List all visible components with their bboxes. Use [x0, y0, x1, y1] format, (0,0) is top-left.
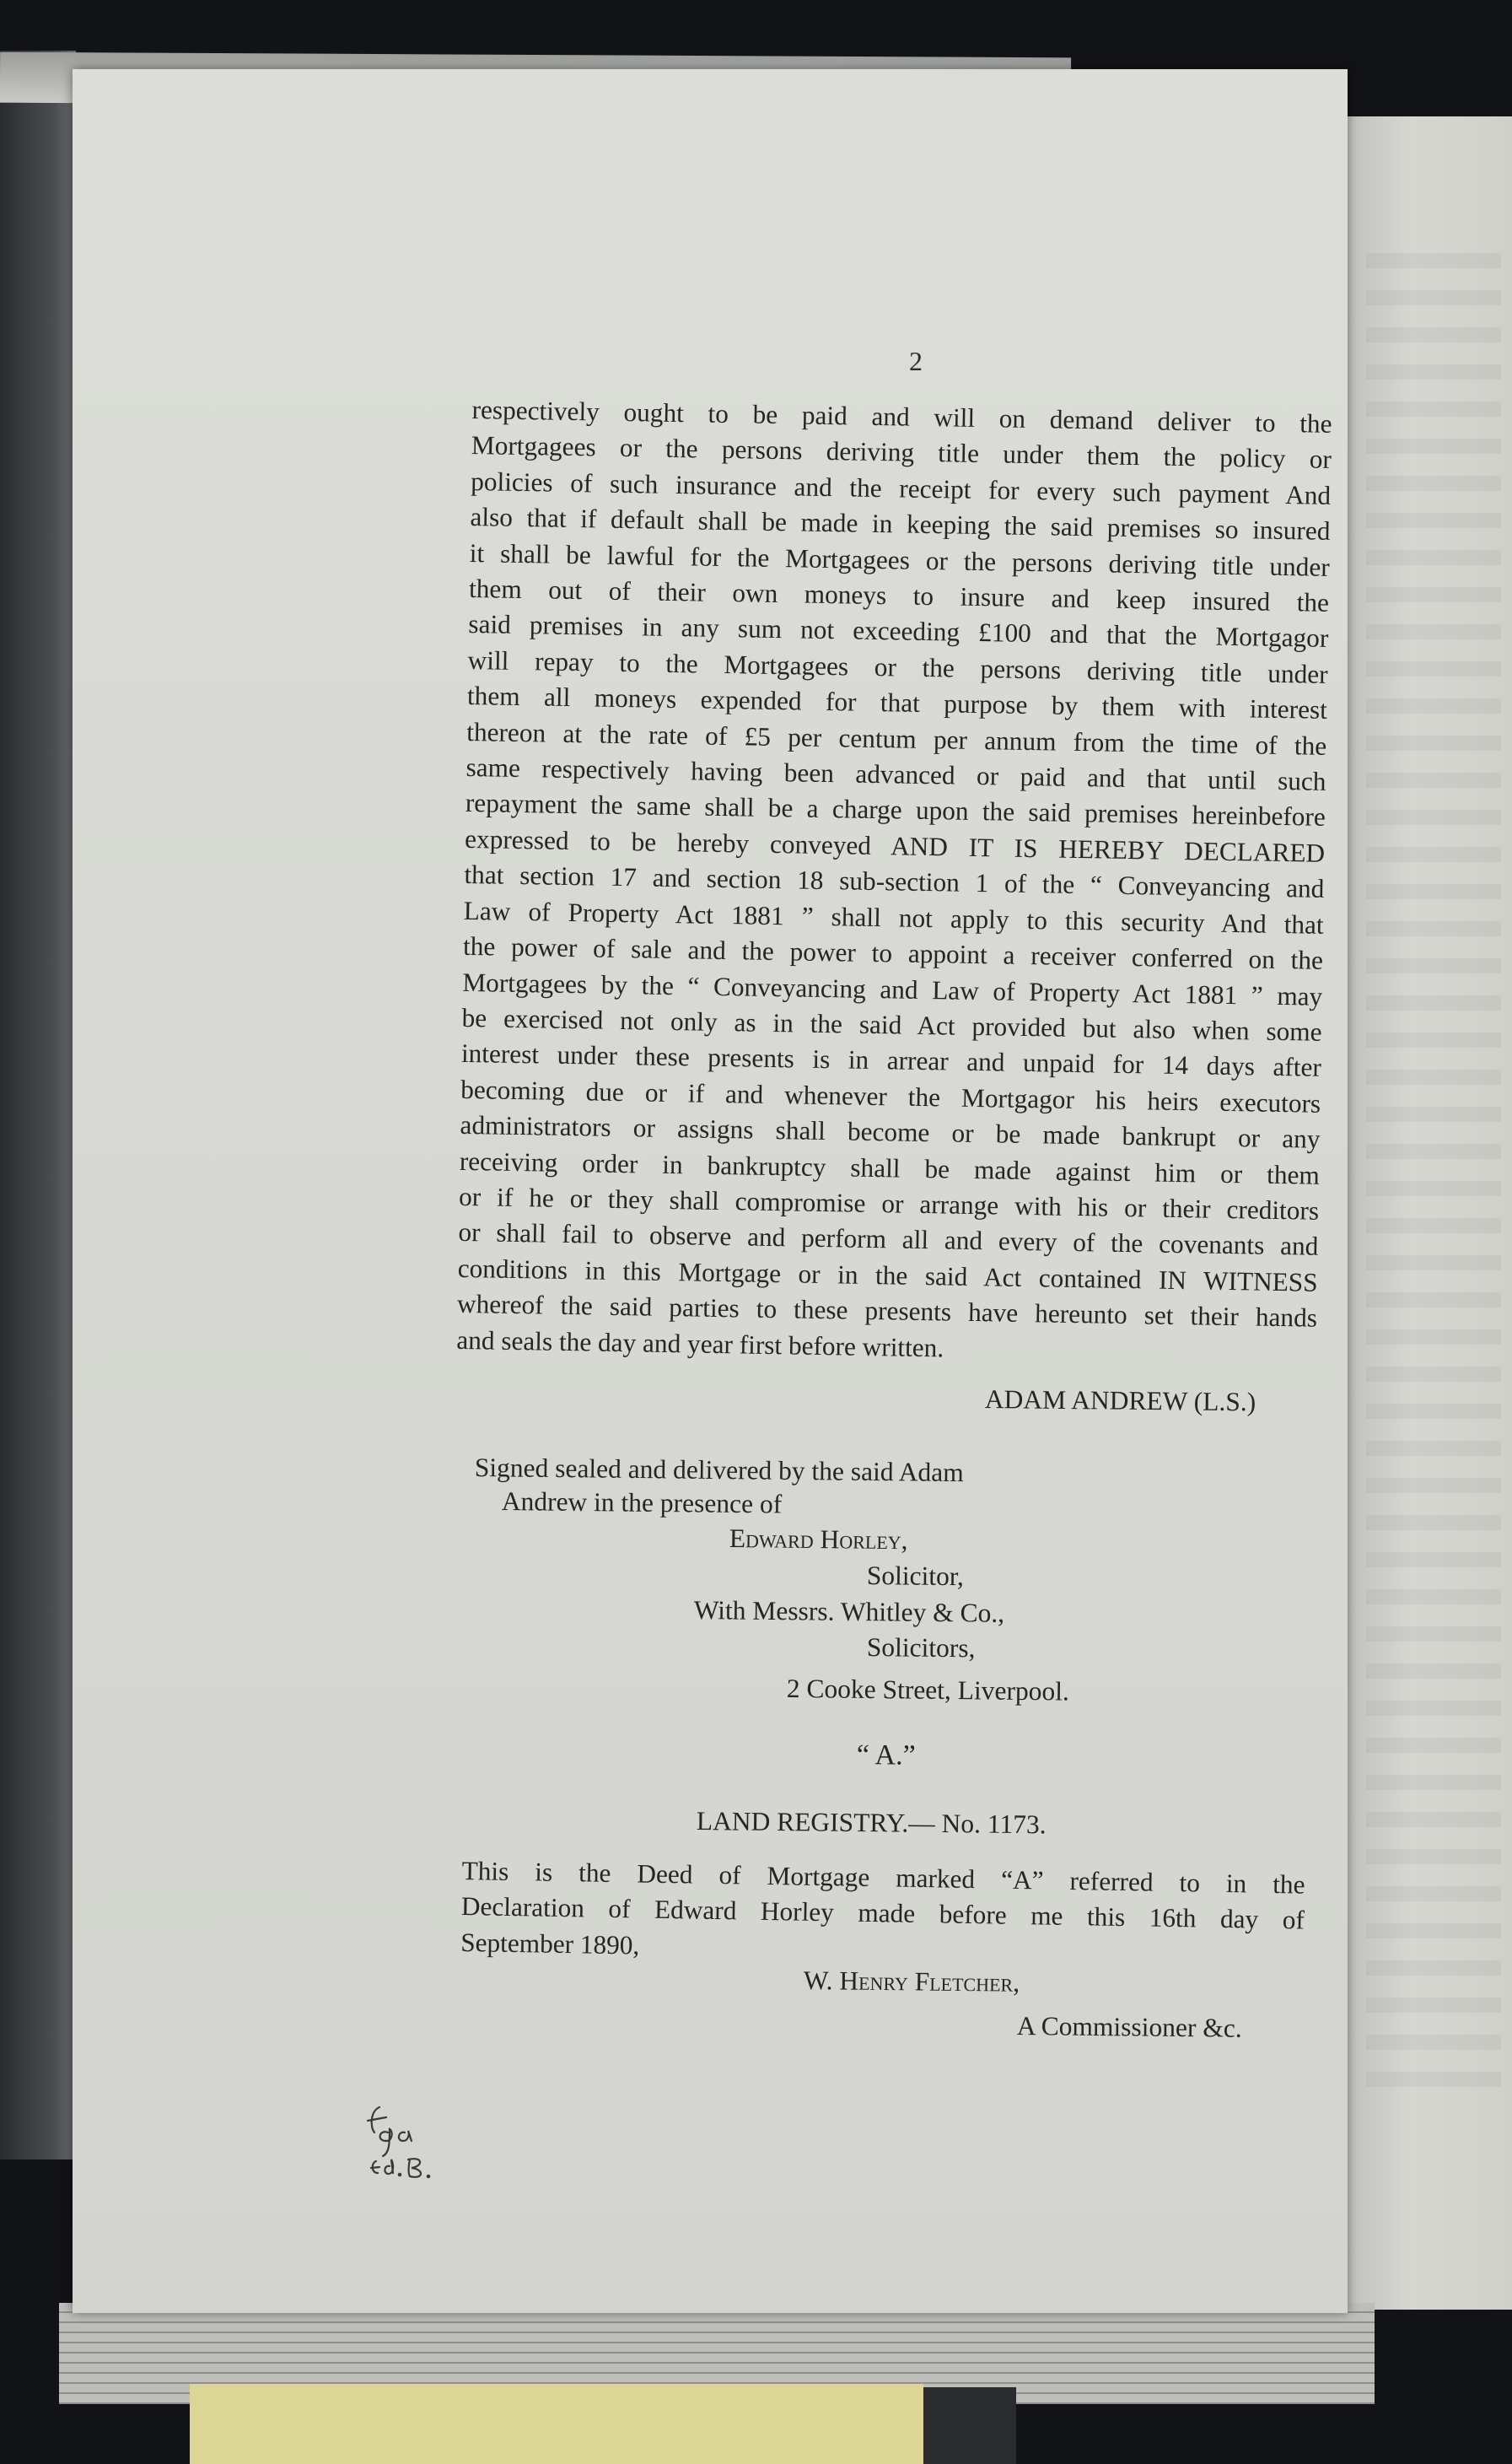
- attestation-line: Andrew in the presence of: [501, 1486, 783, 1519]
- land-registry-heading: LAND REGISTRY.— No. 1173.: [696, 1806, 1047, 1840]
- body-line: thereon at the rate of £5 per centum per annum from the time of the: [466, 716, 1327, 761]
- body-line: whereof the said parties to these presents have hereunto set their hands: [456, 1289, 1318, 1333]
- law-firm-role: Solicitors,: [866, 1632, 976, 1663]
- yellow-paper-tab: [190, 2384, 923, 2464]
- body-line: or if he or they shall compromise or arrange with his or their creditors: [458, 1181, 1320, 1226]
- body-line: Mortgagees by the “ Conveyancing and Law of Property Act 1881 ” may: [462, 967, 1323, 1011]
- body-line: it shall be lawful for the Mortgagees or the persons deriving title under: [469, 537, 1330, 582]
- body-line: also that if default shall be made in keeping the said premises so insured: [470, 502, 1331, 547]
- body-line: administrators or assigns shall become or be made bankrupt or any: [460, 1110, 1321, 1154]
- adjacent-page-faint-text: [1366, 253, 1501, 2109]
- body-line: be exercised not only as in the said Act provided but also when some: [461, 1002, 1322, 1047]
- declaration-line: This is the Deed of Mortgage marked “A” referred to in the: [461, 1855, 1305, 1900]
- law-firm-address: 2 Cooke Street, Liverpool.: [786, 1674, 1070, 1706]
- body-line: Law of Property Act 1881 ” shall not apply to this security And that: [463, 895, 1324, 940]
- body-line: conditions in this Mortgage or in the said Act contained IN WITNESS: [457, 1253, 1318, 1297]
- witness-name: Edward Horley,: [729, 1523, 908, 1556]
- body-line: will repay to the Mortgagees or the persons deriving title under: [467, 644, 1328, 689]
- body-line: repayment the same shall be a charge upon the said premises hereinbefore: [465, 788, 1326, 833]
- declaration-text: [460, 1853, 1305, 1975]
- witness-role: Solicitor,: [866, 1561, 965, 1592]
- body-line: Mortgagees or the persons deriving title under them the policy or: [471, 430, 1332, 475]
- body-line: that section 17 and section 18 sub-section 1 of the “ Conveyancing and: [464, 860, 1325, 904]
- body-line: receiving order in bankruptcy shall be made against him or them: [459, 1146, 1321, 1190]
- exhibit-mark: “ A.”: [856, 1739, 916, 1771]
- body-line: becoming due or if and whenever the Mortgagor his heirs executors: [460, 1074, 1321, 1119]
- commissioner-role: A Commissioner &c.: [1016, 2011, 1242, 2043]
- body-line: the power of sale and the power to appoint a receiver conferred on the: [462, 931, 1324, 975]
- law-firm: With Messrs. Whitley & Co.,: [693, 1595, 1005, 1628]
- declaration-line: September 1890,: [460, 1927, 640, 1960]
- body-line: said premises in any sum not exceeding £100 and that the Mortgagor: [468, 609, 1329, 654]
- mortgage-body-text: [456, 392, 1332, 1372]
- underlying-page-left-edge: [0, 51, 76, 2159]
- signer-name: ADAM ANDREW (L.S.): [984, 1384, 1256, 1417]
- attestation-line: Signed sealed and delivered by the said Adam: [474, 1453, 964, 1488]
- body-line: respectively ought to be paid and will on demand deliver to the: [471, 394, 1332, 439]
- body-line: them all moneys expended for that purpose by them with interest: [466, 681, 1328, 725]
- body-line: interest under these presents is in arrear and unpaid for 14 days after: [460, 1038, 1322, 1083]
- commissioner-name: W. Henry Fletcher,: [803, 1965, 1020, 1998]
- page-number: 2: [909, 346, 923, 376]
- body-line: or shall fail to observe and perform all and every of the covenants and: [458, 1217, 1319, 1262]
- body-line: expressed to be hereby conveyed AND IT IS HEREBY DECLARED: [464, 823, 1326, 868]
- tab-shadow: [923, 2387, 1016, 2464]
- body-line: and seals the day and year first before written.: [456, 1324, 944, 1362]
- declaration-line: Declaration of Edward Horley made before me this 16th day of: [460, 1891, 1305, 1935]
- body-line: policies of such insurance and the receipt for every such payment And: [470, 466, 1332, 510]
- body-line: them out of their own moneys to insure and keep insured the: [468, 574, 1330, 617]
- handwritten-initials-icon: [346, 2092, 472, 2219]
- body-line: same respectively having been advanced or paid and that until such: [465, 752, 1326, 796]
